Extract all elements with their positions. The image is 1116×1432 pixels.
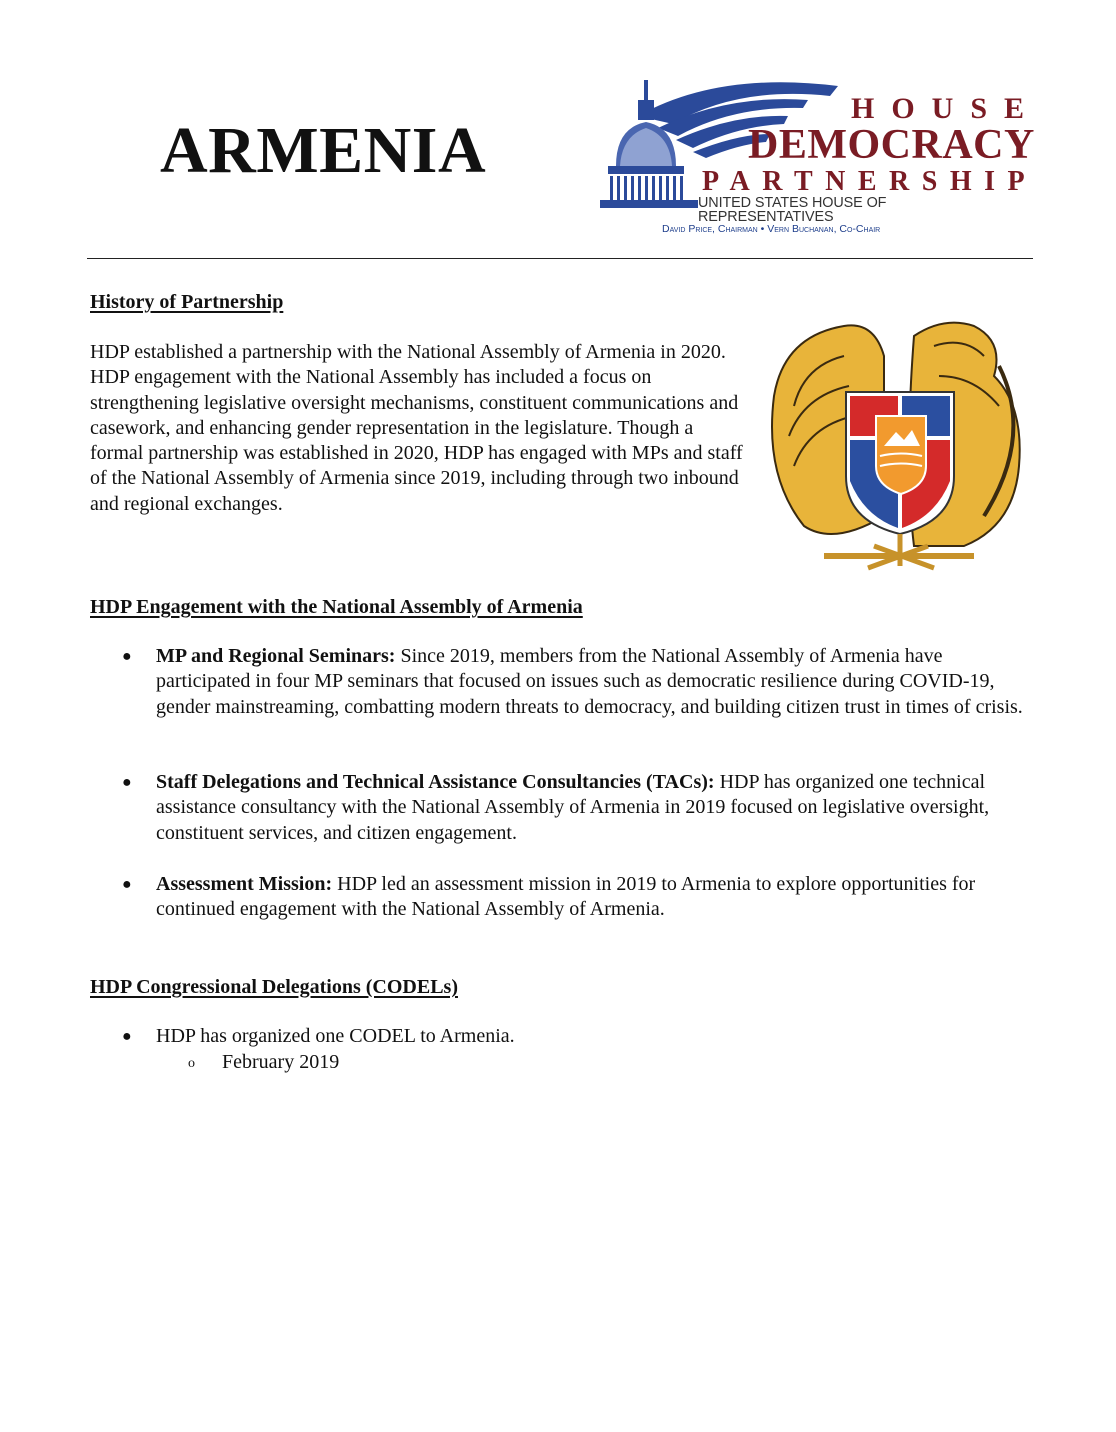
bullet-icon: ● [122, 876, 132, 893]
logo-partnership: PARTNERSHIP [702, 166, 1038, 197]
item-text: HDP has organized one technical assistance consultancy with the National Assembly of Armenia in 2019 focused on legislative oversight, constituent services, and citizen engagement. [156, 771, 990, 844]
item-label: Staff Delegations and Technical Assistance Consultancies (TACs): [156, 771, 715, 793]
item-label: Assessment Mission: [156, 873, 333, 895]
engagement-heading: HDP Engagement with the National Assembly of Armenia [90, 596, 583, 618]
item-label: MP and Regional Seminars: [156, 645, 396, 667]
codel-item [122, 1024, 1036, 1049]
history-paragraph: HDP established a partnership with the National Assembly of Armenia in 2020. HDP engagement with the National Assembly has included a focus on strengthening legislative oversight mechanisms, constituent communications and casework, and enhancing gender representation in the legislature. Though a formal partnership was established in 2020, HDP has engaged with MPs and staff of the National Assembly of Armenia since 2019, including through two inbound and regional exchanges. [90, 341, 743, 515]
bullet-icon: ● [122, 774, 132, 791]
item-text: HDP led an assessment mission in 2019 to Armenia to explore opportunities for continued engagement with the National Assembly of Armenia. [156, 873, 976, 921]
engagement-item-tacs [122, 770, 1036, 846]
item-text: Since 2019, members from the National Assembly of Armenia have participated in four MP seminars that focused on issues such as democratic resilience during COVID-19, gender mainstreaming, combatting modern threats to democracy, and building citizen trust in times of crisis. [156, 645, 1023, 718]
codel-subitem [188, 1050, 340, 1075]
subbullet-icon: o [188, 1056, 195, 1071]
item-text: HDP has organized one CODEL to Armenia. [156, 1025, 515, 1047]
engagement-item-seminars [122, 644, 1036, 720]
armenia-coat-of-arms-icon [764, 316, 1036, 578]
bullet-icon: ● [122, 648, 132, 665]
subitem-text: February 2019 [222, 1051, 340, 1073]
logo-chairs: David Price, Chairman • Vern Buchanan, Co-Chair [662, 223, 881, 235]
logo-subtitle: UNITED STATES HOUSE OF REPRESENTATIVES [698, 195, 887, 226]
engagement-item-assessment [122, 872, 1036, 923]
logo-democracy: DEMOCRACY [748, 122, 1035, 168]
history-heading: History of Partnership [90, 291, 284, 313]
page-title: ARMENIA [160, 114, 487, 187]
logo-house: HOUSE [851, 92, 1042, 125]
header-divider [87, 258, 1033, 259]
hdp-logo [598, 76, 1042, 242]
bullet-icon: ● [122, 1028, 132, 1045]
codels-heading: HDP Congressional Delegations (CODELs) [90, 976, 458, 998]
